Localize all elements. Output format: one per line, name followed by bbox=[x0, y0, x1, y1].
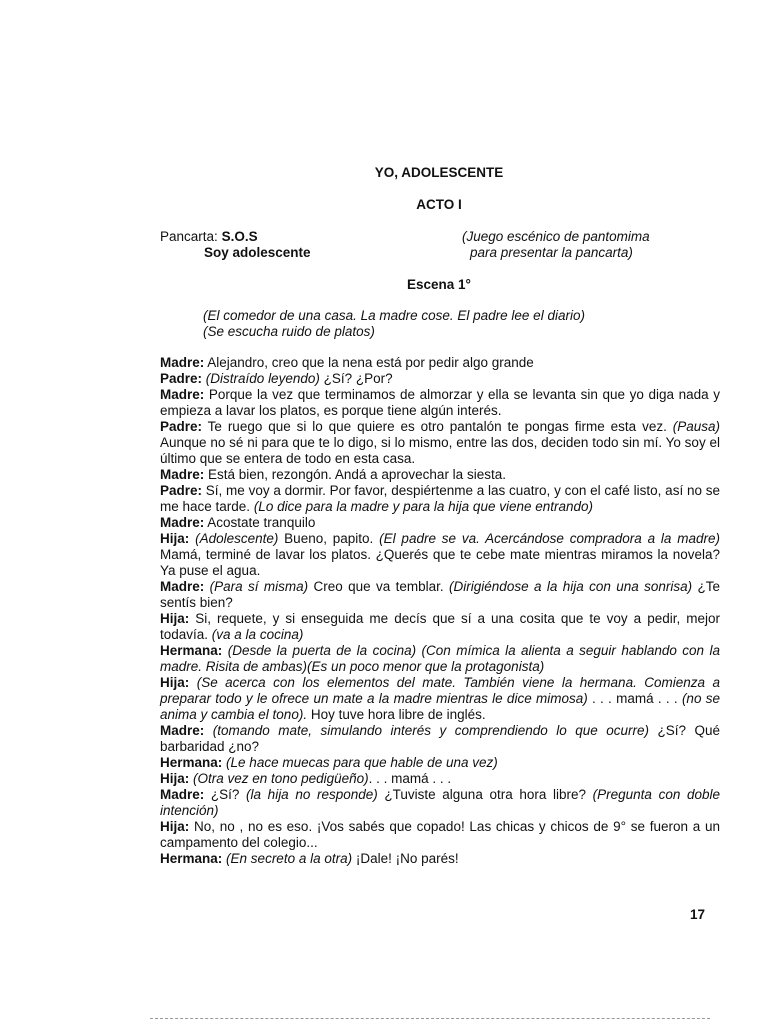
banner-note-line-1: (Juego escénico de pantomima bbox=[462, 229, 650, 244]
speaker-name: Hija: bbox=[160, 819, 190, 834]
speaker-name: Madre: bbox=[160, 579, 205, 594]
spoken-text: Porque la vez que terminamos de almorzar y ella se levanta sin que yo diga nada y empieza a lavar los platos, es porque tiene algún interés. bbox=[160, 387, 720, 418]
stage-direction: (Dirigiéndose a la hija con una sonrisa) bbox=[449, 579, 693, 594]
dialogue-line bbox=[160, 531, 720, 579]
banner-sos: S.O.S bbox=[221, 229, 258, 244]
dialogue-line bbox=[160, 371, 720, 387]
spoken-text: Hoy tuve hora libre de inglés. bbox=[307, 707, 486, 722]
stage-direction: (En secreto a la otra) bbox=[226, 851, 353, 866]
dialogue-line bbox=[160, 675, 720, 723]
act-heading: ACTO I bbox=[416, 197, 462, 212]
spoken-text: ¿Sí? ¿Por? bbox=[319, 371, 393, 386]
banner-note bbox=[462, 229, 650, 261]
banner-block bbox=[160, 229, 311, 261]
stage-direction-line: (Se escucha ruido de platos) bbox=[203, 324, 375, 339]
spoken-text: ¡Dale! ¡No parés! bbox=[352, 851, 459, 866]
dialogue-line bbox=[160, 515, 720, 531]
dialogue-line bbox=[160, 467, 720, 483]
stage-direction: (El padre se va. Acercándose compradora a la madre) bbox=[379, 531, 720, 546]
play-title: YO, ADOLESCENTE bbox=[374, 165, 504, 180]
speaker-name: Madre: bbox=[160, 515, 205, 530]
spoken-text: Bueno, papito. bbox=[278, 531, 380, 546]
spoken-text: ¿Tuviste alguna otra hora libre? bbox=[377, 787, 593, 802]
speaker-name: Hija: bbox=[160, 771, 190, 786]
spoken-text: Te ruego que si lo que quiere es otro pantalón te pongas firme esta vez. bbox=[202, 419, 673, 434]
dialogue-line bbox=[160, 755, 720, 771]
dialogue-line bbox=[160, 643, 720, 675]
stage-direction: (Se acerca con los elementos del mate. También viene la hermana. Comienza a preparar todo y le ofrece un mate a la madre mientras le dice mimosa) bbox=[160, 675, 720, 706]
speaker-name: Hija: bbox=[160, 611, 190, 626]
page-number: 17 bbox=[690, 907, 706, 922]
spoken-text: Acostate tranquilo bbox=[204, 515, 316, 530]
spoken-text: ¿Sí? bbox=[204, 787, 247, 802]
speaker-name: Madre: bbox=[160, 467, 205, 482]
speaker-name: Hermana: bbox=[160, 755, 223, 770]
banner-line-1 bbox=[160, 229, 311, 245]
speaker-name: Hermana: bbox=[160, 643, 223, 658]
spoken-text bbox=[189, 675, 196, 690]
stage-direction: (va a la cocina) bbox=[211, 627, 304, 642]
dialogue-line bbox=[160, 611, 720, 643]
spoken-text bbox=[204, 723, 212, 738]
spoken-text: ¿Te sentís bien? bbox=[160, 579, 720, 610]
dialogue-line bbox=[160, 771, 720, 787]
spoken-text: Alejandro, creo que la nena está por pedir algo grande bbox=[204, 355, 534, 370]
speaker-name: Madre: bbox=[160, 723, 205, 738]
scene-heading: Escena 1° bbox=[407, 277, 471, 292]
stage-direction: (la hija no responde) bbox=[246, 787, 378, 802]
stage-direction: (no se anima y cambia el tono). bbox=[160, 691, 720, 722]
scan-bottom-rule bbox=[150, 1018, 710, 1019]
stage-direction: (tomando mate, simulando interés y comprendiendo lo que ocurre) bbox=[212, 723, 650, 738]
stage-direction: (Pregunta con doble intención) bbox=[160, 787, 721, 818]
stage-direction: (Distraído leyendo) bbox=[205, 371, 320, 386]
spoken-text: ¿Sí? Qué barbaridad ¿no? bbox=[160, 723, 720, 754]
speaker-name: Padre: bbox=[160, 419, 203, 434]
spoken-text: Mamá, terminé de lavar los platos. ¿Querés que te cebe mate mientras miramos la novela? Ya puse el agua. bbox=[160, 547, 720, 578]
speaker-name: Madre: bbox=[160, 787, 205, 802]
stage-directions bbox=[203, 308, 585, 340]
stage-direction: (Lo dice para la madre y para la hija que viene entrando) bbox=[253, 499, 594, 514]
stage-direction: (Pausa) bbox=[672, 419, 720, 434]
speaker-name: Hija: bbox=[160, 531, 190, 546]
dialogue-line bbox=[160, 355, 720, 371]
stage-direction: (Adolescente) bbox=[195, 531, 279, 546]
dialogue-line bbox=[160, 419, 720, 467]
spoken-text: Sí, me voy a dormir. Por favor, despiértenme a las cuatro, y con el café listo, así no se me hace tarde. bbox=[160, 483, 720, 514]
speaker-name: Padre: bbox=[160, 371, 203, 386]
speaker-name: Madre: bbox=[160, 387, 205, 402]
dialogue-block bbox=[160, 355, 720, 867]
speaker-name: Madre: bbox=[160, 355, 205, 370]
stage-direction-line: (El comedor de una casa. La madre cose. El padre lee el diario) bbox=[203, 308, 585, 323]
stage-direction: (Otra vez en tono pedigüeño) bbox=[193, 771, 369, 786]
spoken-text: Está bien, rezongón. Andá a aprovechar la siesta. bbox=[204, 467, 506, 482]
stage-direction: (Para sí misma) bbox=[209, 579, 309, 594]
banner-subtitle: Soy adolescente bbox=[204, 245, 311, 260]
spoken-text: . . . mamá . . . bbox=[587, 691, 682, 706]
speaker-name: Hija: bbox=[160, 675, 190, 690]
spoken-text: Creo que va temblar. bbox=[308, 579, 450, 594]
banner-note-line-2: para presentar la pancarta) bbox=[470, 245, 633, 260]
dialogue-line bbox=[160, 851, 720, 867]
dialogue-line bbox=[160, 819, 720, 851]
dialogue-line bbox=[160, 787, 720, 819]
stage-direction: (Desde la puerta de la cocina) (Con mímica la alienta a seguir hablando con la madre. Risita de ambas)(Es un poco menor que la protagonista) bbox=[160, 643, 720, 674]
dialogue-line bbox=[160, 579, 720, 611]
stage-direction: (Le hace muecas para que hable de una vez) bbox=[226, 755, 498, 770]
speaker-name: Hermana: bbox=[160, 851, 223, 866]
spoken-text: Si, requete, y si enseguida me decís que sí a una cosita que te voy a pedir, mejor todavía. bbox=[160, 611, 720, 642]
speaker-name: Padre: bbox=[160, 483, 203, 498]
spoken-text: . . . mamá . . . bbox=[368, 771, 452, 786]
dialogue-line bbox=[160, 483, 720, 515]
banner-label: Pancarta: bbox=[160, 229, 218, 244]
dialogue-line bbox=[160, 387, 720, 419]
spoken-text: No, no , no es eso. ¡Vos sabés que copado! Las chicas y chicos de 9° se fueron a un campamento del colegio... bbox=[160, 819, 720, 850]
dialogue-line bbox=[160, 723, 720, 755]
spoken-text: Aunque no sé ni para que te lo digo, si lo mismo, entre las dos, deciden todo sin mí. Yo soy el último que se entera de todo en esta casa. bbox=[160, 435, 720, 466]
